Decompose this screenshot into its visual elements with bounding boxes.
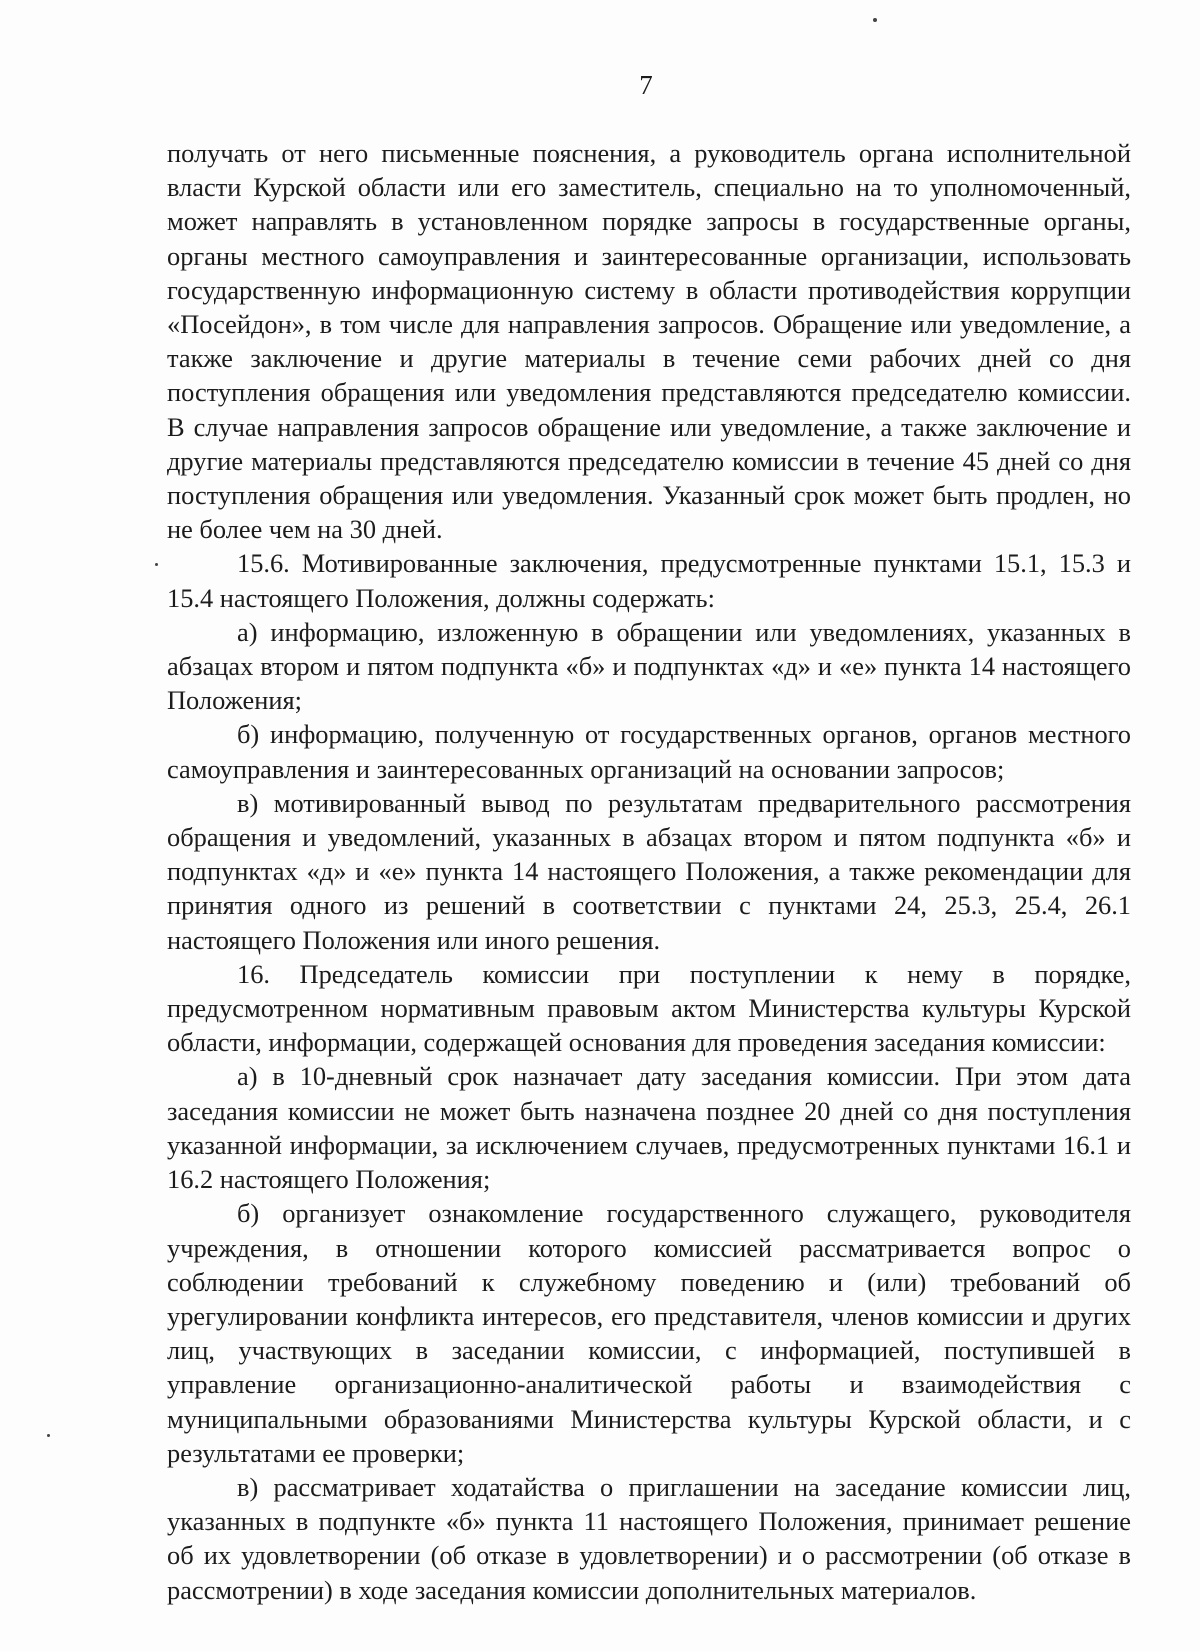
document-body: [167, 136, 1131, 1607]
page-number: 7: [639, 70, 653, 100]
scan-speck: [47, 1434, 50, 1437]
scan-speck: [155, 563, 158, 566]
paragraph-16: 16. Председатель комиссии при поступлении к нему в порядке, предусмотренном нормативным правовым актом Министерства культуры Курской области, информации, содержащей основания для проведения заседания комиссии:: [167, 958, 1131, 1058]
paragraph-continuation: получать от него письменные пояснения, а руководитель органа исполнительной власти Курской области или его заместитель, специально на то уполномоченный, может направлять в установленном порядке запросы в государственные органы, органы местного самоуправления и заинтересованные организации, использовать государственную информационную систему в области противодействия коррупции «Посейдон», в том числе для направления запросов. Обращение или уведомление, а также заключение и другие материалы в течение семи рабочих дней со дня поступления обращения или уведомления представляются председателю комиссии. В случае направления запросов обращение или уведомление, а также заключение и другие материалы представляются председателю комиссии в течение 45 дней со дня поступления обращения или уведомления. Указанный срок может быть продлен, но не более чем на 30 дней.: [167, 138, 1131, 545]
paragraph-15-6: 15.6. Мотивированные заключения, предусмотренные пунктами 15.1, 15.3 и 15.4 настоящего Положения, должны содержать:: [167, 548, 1131, 613]
scan-speck: [873, 18, 877, 22]
paragraph-16-b: б) организует ознакомление государственного служащего, руководителя учреждения, в отношении которого комиссией рассматривается вопрос о соблюдении требований к служебному поведению и (или) требований об урегулировании конфликта интересов, его представителя, членов комиссии и других лиц, участвующих в заседании комиссии, с информацией, поступившей в управление организационно-аналитической работы и взаимодействия с муниципальными образованиями Министерства культуры Курской области, и с результатами ее проверки;: [167, 1198, 1131, 1468]
paragraph-16-v: в) рассматривает ходатайства о приглашении на заседание комиссии лиц, указанных в подпункте «б» пункта 11 настоящего Положения, принимает решение об их удовлетворении (об отказе в удовлетворении) и о рассмотрении (об отказе в рассмотрении) в ходе заседания комиссии дополнительных материалов.: [167, 1471, 1131, 1605]
paragraph-15-6-b: б) информацию, полученную от государственных органов, органов местного самоуправления и заинтересованных организаций на основании запросов;: [167, 719, 1131, 784]
paragraph-15-6-a: а) информацию, изложенную в обращении или уведомлениях, указанных в абзацах втором и пятом подпункта «б» и подпунктах «д» и «е» пункта 14 настоящего Положения;: [167, 616, 1131, 716]
paragraph-16-a: а) в 10-дневный срок назначает дату заседания комиссии. При этом дата заседания комиссии не может быть назначена позднее 20 дней со дня поступления указанной информации, за исключением случаев, предусмотренных пунктами 16.1 и 16.2 настоящего Положения;: [167, 1061, 1131, 1195]
paragraph-15-6-v: в) мотивированный вывод по результатам предварительного рассмотрения обращения и уведомлений, указанных в абзацах втором и пятом подпункта «б» и подпунктах «д» и «е» пункта 14 настоящего Положения, а также рекомендации для принятия одного из решений в соответствии с пунктами 24, 25.3, 25.4, 26.1 настоящего Положения или иного решения.: [167, 787, 1131, 955]
